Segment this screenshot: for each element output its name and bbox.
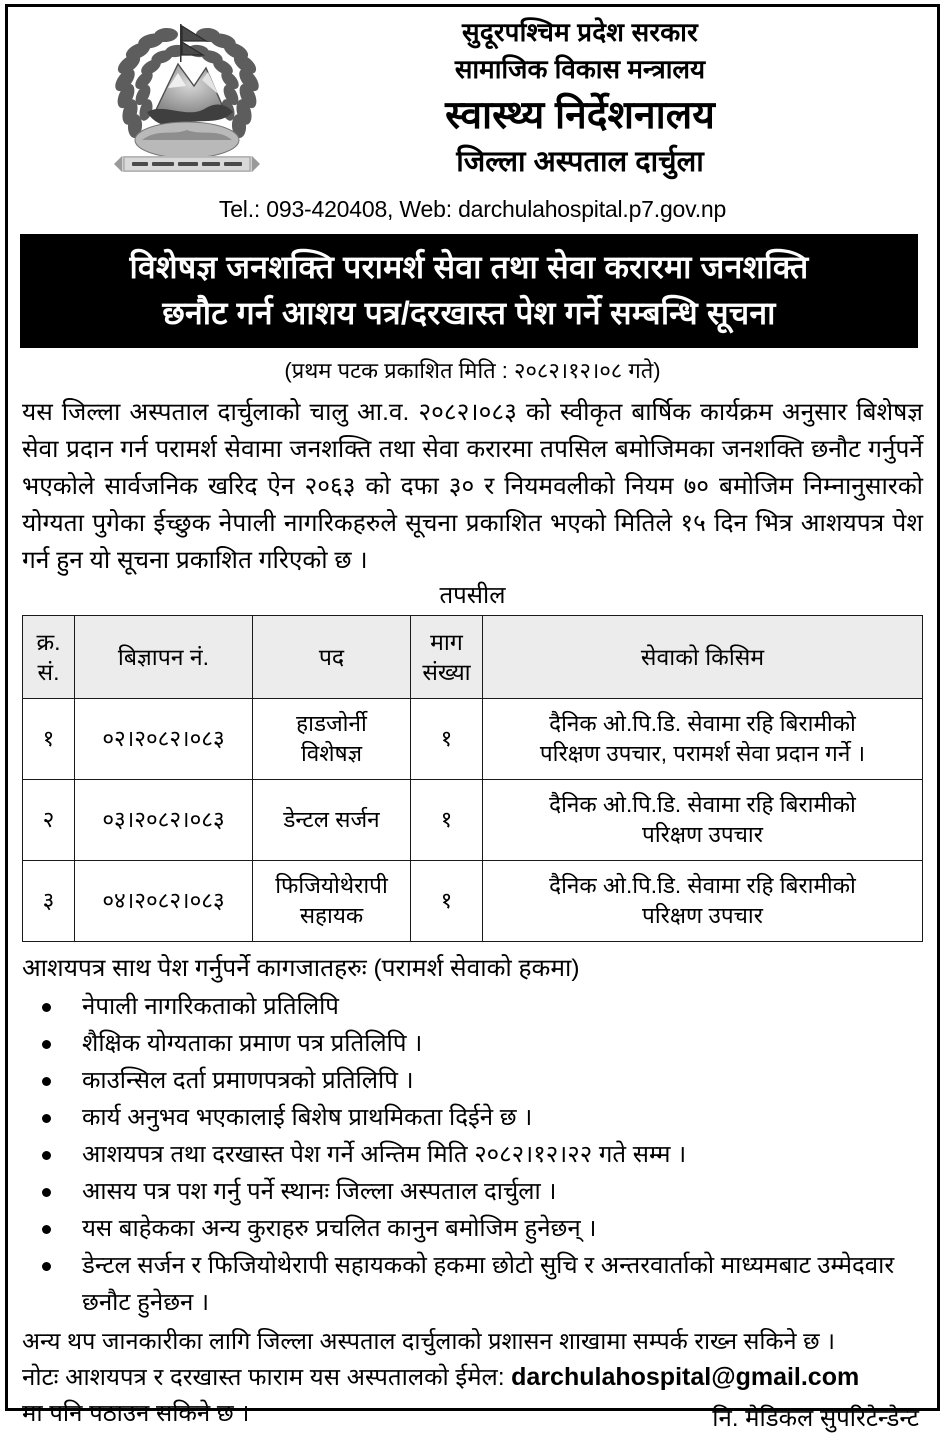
- cell-demand: १: [411, 861, 483, 942]
- column-header-serial-l1: क्र.: [36, 629, 61, 655]
- column-header-demand-l1: माग: [430, 629, 463, 655]
- contact-line: Tel.: 093-420408, Web: darchulahospital.p7.gov.np: [218, 196, 727, 222]
- cell-demand: १: [411, 780, 483, 861]
- notice-title-banner: [20, 234, 918, 348]
- ministry-name: सामाजिक विकास मन्त्रालय: [454, 54, 706, 84]
- column-header-serial-l2: सं.: [37, 659, 60, 685]
- cell-service-type: [483, 861, 923, 942]
- letterhead-text-block: [270, 14, 890, 182]
- notice-title-line-1: विशेषज्ञ जनशक्ति परामर्श सेवा तथा सेवा करारमा जनशक्ति: [129, 249, 809, 285]
- documents-list: [20, 988, 925, 1321]
- table-row: [23, 699, 923, 780]
- table-row: [23, 861, 923, 942]
- note-continuation: मा पनि पठाउन सकिने छ ।: [22, 1400, 250, 1427]
- cell-post: [253, 780, 411, 861]
- list-item: नेपाली नागरिकताको प्रतिलिपि: [20, 988, 925, 1025]
- cell-post-l1: फिजियोथेरापी: [275, 873, 388, 898]
- list-item: काउन्सिल दर्ता प्रमाणपत्रको प्रतिलिपि ।: [20, 1062, 925, 1099]
- documents-section-title: आशयपत्र साथ पेश गर्नुपर्ने कागजातहरुः (परामर्श सेवाको हकमा): [22, 955, 580, 982]
- cell-ad-no: ०३।२०८२।०८३: [75, 780, 253, 861]
- cell-post-l2: विशेषज्ञ: [300, 741, 363, 766]
- cell-service-l1: दैनिक ओ.पि.डि. सेवामा रहि बिरामीको: [549, 873, 856, 898]
- cell-serial: २: [23, 780, 75, 861]
- column-header-ad-no: बिज्ञापन नं.: [75, 616, 253, 699]
- cell-service-l2: परिक्षण उपचार: [642, 903, 763, 928]
- email-address[interactable]: darchulahospital@gmail.com: [511, 1363, 860, 1391]
- table-header-row: [23, 616, 923, 699]
- cell-serial: १: [23, 699, 75, 780]
- cell-service-type: [483, 699, 923, 780]
- vacancy-table: [22, 615, 923, 942]
- list-item: शैक्षिक योग्यताका प्रमाण पत्र प्रतिलिपि ।: [20, 1025, 925, 1062]
- table-heading: तपसील: [439, 582, 506, 609]
- directorate-name: स्वास्थ्य निर्देशनालय: [445, 94, 715, 137]
- cell-service-type: [483, 780, 923, 861]
- note-line: [20, 1359, 925, 1396]
- cell-service-l1: दैनिक ओ.पि.डि. सेवामा रहि बिरामीको: [549, 792, 856, 817]
- cell-post: [253, 699, 411, 780]
- column-header-service-type: सेवाको किसिम: [483, 616, 923, 699]
- letterhead: [20, 10, 925, 190]
- cell-post: [253, 861, 411, 942]
- hospital-name: जिल्ला अस्पताल दार्चुला: [456, 146, 704, 178]
- cell-service-l1: दैनिक ओ.पि.डि. सेवामा रहि बिरामीको: [549, 711, 856, 736]
- notice-body-paragraph: यस जिल्ला अस्पताल दार्चुलाको चालु आ.व. २०८२।०८३ को स्वीकृत बार्षिक कार्यक्रम अनुसार बिशेषज्ञ सेवा प्रदान गर्न परामर्श सेवामा जनशक्ति तथा सेवा करारमा तपसिल बमोजिमका जनशक्ति छनौट गर्नुपर्ने भएकोले सार्वजनिक खरिद ऐन २०६३ को दफा ३० र नियमवलीको नियम ७० बमोजिम निम्नानुसारको योग्यता पुगेका ईच्छुक नेपाली नागरिकहरुले सूचना प्रकाशित भएको मितिले १५ दिन भित्र आशयपत्र पेश गर्न हुन यो सूचना प्रकाशित गरिएको छ ।: [22, 399, 923, 574]
- table-row: [23, 780, 923, 861]
- cell-post-l2: सहायक: [299, 903, 364, 928]
- list-item: यस बाहेकका अन्य कुराहरु प्रचलित कानुन बमोजिम हुनेछन् ।: [20, 1210, 925, 1247]
- column-header-serial: [23, 616, 75, 699]
- publication-date: (प्रथम पटक प्रकाशित मिति : २०८२।१२।०८ गते): [284, 358, 661, 383]
- list-item: आसय पत्र पश गर्नु पर्ने स्थानः जिल्ला अस्पताल दार्चुला ।: [20, 1173, 925, 1210]
- list-item: डेन्टल सर्जन र फिजियोथेरापी सहायकको हकमा छोटो सुचि र अन्तरवार्ताको माध्यमबाट उम्मेदवार छनौट हुनेछन ।: [20, 1247, 925, 1321]
- notice-title-line-2: छनौट गर्न आशय पत्र/दरखास्त पेश गर्ने सम्बन्धि सूचना: [162, 295, 776, 331]
- cell-demand: १: [411, 699, 483, 780]
- cell-serial: ३: [23, 861, 75, 942]
- list-item: आशयपत्र तथा दरखास्त पेश गर्ने अन्तिम मिति २०८२।१२।२२ गते सम्म ।: [20, 1136, 925, 1173]
- nepal-government-emblem-icon: [102, 16, 272, 184]
- column-header-post: पद: [253, 616, 411, 699]
- signatory-title: नि. मेडिकल सुपरिटेन्डेन्ट: [712, 1405, 919, 1432]
- list-item: कार्य अनुभव भएकालाई बिशेष प्राथमिकता दिईने छ ।: [20, 1099, 925, 1136]
- cell-ad-no: ०२।२०८२।०८३: [75, 699, 253, 780]
- cell-post-l1: डेन्टल सर्जन: [283, 807, 380, 832]
- province-government-name: सुदूरपश्चिम प्रदेश सरकार: [462, 17, 698, 47]
- cell-ad-no: ०४।२०८२।०८३: [75, 861, 253, 942]
- note-prefix: नोटः आशयपत्र र दरखास्त फाराम यस अस्पतालको ईमेल:: [22, 1364, 512, 1391]
- cell-service-l2: परिक्षण उपचार: [642, 822, 763, 847]
- cell-service-l2: परिक्षण उपचार, परामर्श सेवा प्रदान गर्ने ।: [539, 741, 866, 766]
- further-information-text: अन्य थप जानकारीका लागि जिल्ला अस्पताल दार्चुलाको प्रशासन शाखामा सम्पर्क राख्न सकिने छ ।: [22, 1328, 836, 1354]
- column-header-demand: [411, 616, 483, 699]
- column-header-demand-l2: संख्या: [422, 659, 471, 685]
- cell-post-l1: हाडजोर्नी: [296, 711, 367, 736]
